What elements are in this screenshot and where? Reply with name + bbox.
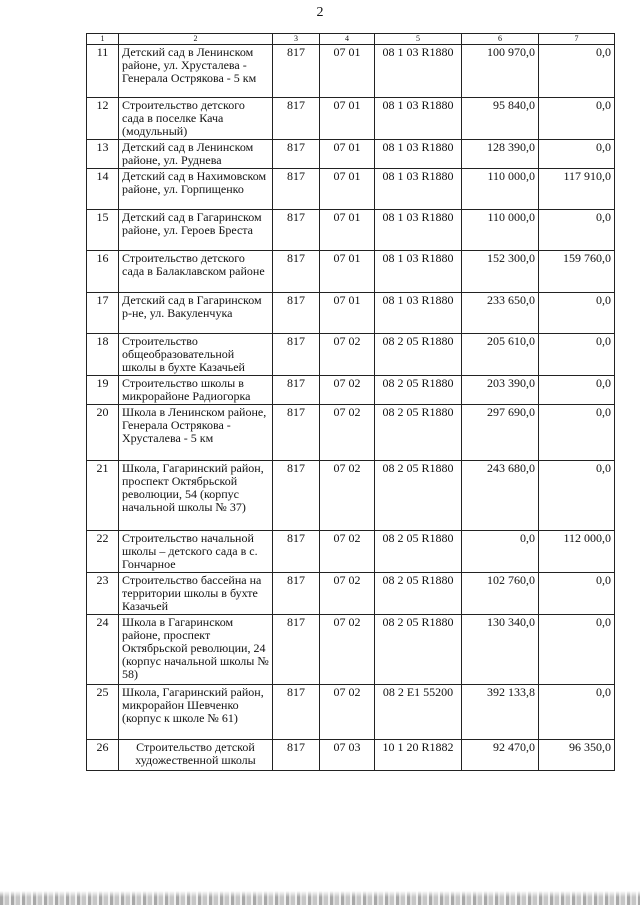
amount-col7: 0,0 — [539, 573, 615, 615]
section-code: 07 02 — [320, 376, 375, 405]
amount-col7: 0,0 — [539, 334, 615, 376]
agency-code: 817 — [273, 140, 320, 169]
project-name: Строительство начальной школы – детского сада в с. Гончарное — [119, 531, 273, 573]
table-row — [87, 98, 615, 140]
agency-code: 817 — [273, 740, 320, 771]
section-code: 07 02 — [320, 405, 375, 461]
target-article-code: 08 1 03 R1880 — [375, 293, 462, 334]
amount-col6: 152 300,0 — [462, 251, 539, 293]
table-row — [87, 740, 615, 771]
project-name: Детский сад в Нахимовском районе, ул. Горпищенко — [119, 169, 273, 210]
section-code: 07 01 — [320, 140, 375, 169]
amount-col6: 128 390,0 — [462, 140, 539, 169]
table-row — [87, 376, 615, 405]
section-code: 07 01 — [320, 251, 375, 293]
amount-col6: 110 000,0 — [462, 169, 539, 210]
target-article-code: 08 2 05 R1880 — [375, 405, 462, 461]
agency-code: 817 — [273, 334, 320, 376]
agency-code: 817 — [273, 98, 320, 140]
agency-code: 817 — [273, 573, 320, 615]
agency-code: 817 — [273, 615, 320, 685]
column-header: 4 — [320, 34, 375, 45]
project-name: Школа в Гагаринском районе, проспект Октябрьской революции, 24 (корпус начальной школы № 58) — [119, 615, 273, 685]
column-header: 7 — [539, 34, 615, 45]
amount-col6: 110 000,0 — [462, 210, 539, 251]
project-name: Строительство детской художественной школы — [119, 740, 273, 771]
amount-col7: 96 350,0 — [539, 740, 615, 771]
table-row — [87, 169, 615, 210]
row-number: 12 — [87, 98, 119, 140]
row-number: 23 — [87, 573, 119, 615]
table-row — [87, 531, 615, 573]
target-article-code: 10 1 20 R1882 — [375, 740, 462, 771]
amount-col6: 102 760,0 — [462, 573, 539, 615]
agency-code: 817 — [273, 251, 320, 293]
section-code: 07 02 — [320, 334, 375, 376]
section-code: 07 01 — [320, 45, 375, 98]
project-name: Детский сад в Ленинском районе, ул. Руднева — [119, 140, 273, 169]
row-number: 21 — [87, 461, 119, 531]
row-number: 25 — [87, 685, 119, 740]
amount-col7: 0,0 — [539, 98, 615, 140]
row-number: 14 — [87, 169, 119, 210]
amount-col7: 0,0 — [539, 293, 615, 334]
column-header: 5 — [375, 34, 462, 45]
target-article-code: 08 1 03 R1880 — [375, 169, 462, 210]
row-number: 24 — [87, 615, 119, 685]
table-row — [87, 45, 615, 98]
agency-code: 817 — [273, 376, 320, 405]
table-row — [87, 334, 615, 376]
amount-col7: 0,0 — [539, 45, 615, 98]
project-name: Школа, Гагаринский район, проспект Октябрьской революции, 54 (корпус начальной школы № 37) — [119, 461, 273, 531]
project-name: Строительство школы в микрорайоне Радиогорка — [119, 376, 273, 405]
page-number: 2 — [316, 5, 324, 20]
column-number-row — [87, 34, 615, 45]
amount-col7: 0,0 — [539, 376, 615, 405]
target-article-code: 08 2 E1 55200 — [375, 685, 462, 740]
target-article-code: 08 2 05 R1880 — [375, 461, 462, 531]
project-name: Строительство бассейна на территории школы в бухте Казачьей — [119, 573, 273, 615]
table-row — [87, 405, 615, 461]
section-code: 07 02 — [320, 573, 375, 615]
section-code: 07 02 — [320, 461, 375, 531]
row-number: 16 — [87, 251, 119, 293]
section-code: 07 01 — [320, 98, 375, 140]
amount-col6: 203 390,0 — [462, 376, 539, 405]
amount-col7: 159 760,0 — [539, 251, 615, 293]
target-article-code: 08 2 05 R1880 — [375, 334, 462, 376]
section-code: 07 02 — [320, 531, 375, 573]
column-header: 1 — [87, 34, 119, 45]
table-row — [87, 210, 615, 251]
amount-col7: 0,0 — [539, 140, 615, 169]
agency-code: 817 — [273, 461, 320, 531]
row-number: 22 — [87, 531, 119, 573]
amount-col6: 205 610,0 — [462, 334, 539, 376]
target-article-code: 08 2 05 R1880 — [375, 376, 462, 405]
project-name: Детский сад в Гагаринском р-не, ул. Вакуленчука — [119, 293, 273, 334]
agency-code: 817 — [273, 531, 320, 573]
table-row — [87, 685, 615, 740]
agency-code: 817 — [273, 210, 320, 251]
amount-col7: 0,0 — [539, 461, 615, 531]
agency-code: 817 — [273, 293, 320, 334]
project-name: Детский сад в Ленинском районе, ул. Хрусталева - Генерала Острякова - 5 км — [119, 45, 273, 98]
amount-col6: 95 840,0 — [462, 98, 539, 140]
target-article-code: 08 1 03 R1880 — [375, 45, 462, 98]
budget-table — [86, 33, 615, 771]
agency-code: 817 — [273, 45, 320, 98]
table-row — [87, 293, 615, 334]
agency-code: 817 — [273, 169, 320, 210]
section-code: 07 02 — [320, 685, 375, 740]
row-number: 18 — [87, 334, 119, 376]
section-code: 07 01 — [320, 293, 375, 334]
row-number: 11 — [87, 45, 119, 98]
column-header: 3 — [273, 34, 320, 45]
target-article-code: 08 1 03 R1880 — [375, 98, 462, 140]
amount-col6: 392 133,8 — [462, 685, 539, 740]
target-article-code: 08 2 05 R1880 — [375, 615, 462, 685]
section-code: 07 01 — [320, 169, 375, 210]
project-name: Школа, Гагаринский район, микрорайон Шевченко (корпус к школе № 61) — [119, 685, 273, 740]
column-header: 6 — [462, 34, 539, 45]
project-name: Строительство общеобразовательной школы в бухте Казачьей — [119, 334, 273, 376]
amount-col7: 0,0 — [539, 210, 615, 251]
amount-col6: 100 970,0 — [462, 45, 539, 98]
row-number: 26 — [87, 740, 119, 771]
amount-col6: 243 680,0 — [462, 461, 539, 531]
table-row — [87, 140, 615, 169]
row-number: 13 — [87, 140, 119, 169]
project-name: Строительство детского сада в Балаклавском районе — [119, 251, 273, 293]
amount-col7: 0,0 — [539, 615, 615, 685]
project-name: Строительство детского сада в поселке Кача (модульный) — [119, 98, 273, 140]
table-row — [87, 615, 615, 685]
amount-col7: 112 000,0 — [539, 531, 615, 573]
target-article-code: 08 2 05 R1880 — [375, 573, 462, 615]
agency-code: 817 — [273, 405, 320, 461]
amount-col6: 233 650,0 — [462, 293, 539, 334]
table-row — [87, 573, 615, 615]
target-article-code: 08 1 03 R1880 — [375, 140, 462, 169]
amount-col7: 117 910,0 — [539, 169, 615, 210]
target-article-code: 08 1 03 R1880 — [375, 251, 462, 293]
target-article-code: 08 2 05 R1880 — [375, 531, 462, 573]
amount-col7: 0,0 — [539, 685, 615, 740]
project-name: Школа в Ленинском районе, Генерала Острякова - Хрусталева - 5 км — [119, 405, 273, 461]
amount-col6: 297 690,0 — [462, 405, 539, 461]
row-number: 17 — [87, 293, 119, 334]
column-header: 2 — [119, 34, 273, 45]
row-number: 19 — [87, 376, 119, 405]
scan-edge-artifact — [0, 891, 640, 905]
table-row — [87, 251, 615, 293]
section-code: 07 01 — [320, 210, 375, 251]
agency-code: 817 — [273, 685, 320, 740]
amount-col6: 92 470,0 — [462, 740, 539, 771]
section-code: 07 02 — [320, 615, 375, 685]
row-number: 15 — [87, 210, 119, 251]
row-number: 20 — [87, 405, 119, 461]
amount-col6: 0,0 — [462, 531, 539, 573]
amount-col6: 130 340,0 — [462, 615, 539, 685]
table-row — [87, 461, 615, 531]
target-article-code: 08 1 03 R1880 — [375, 210, 462, 251]
project-name: Детский сад в Гагаринском районе, ул. Героев Бреста — [119, 210, 273, 251]
amount-col7: 0,0 — [539, 405, 615, 461]
section-code: 07 03 — [320, 740, 375, 771]
